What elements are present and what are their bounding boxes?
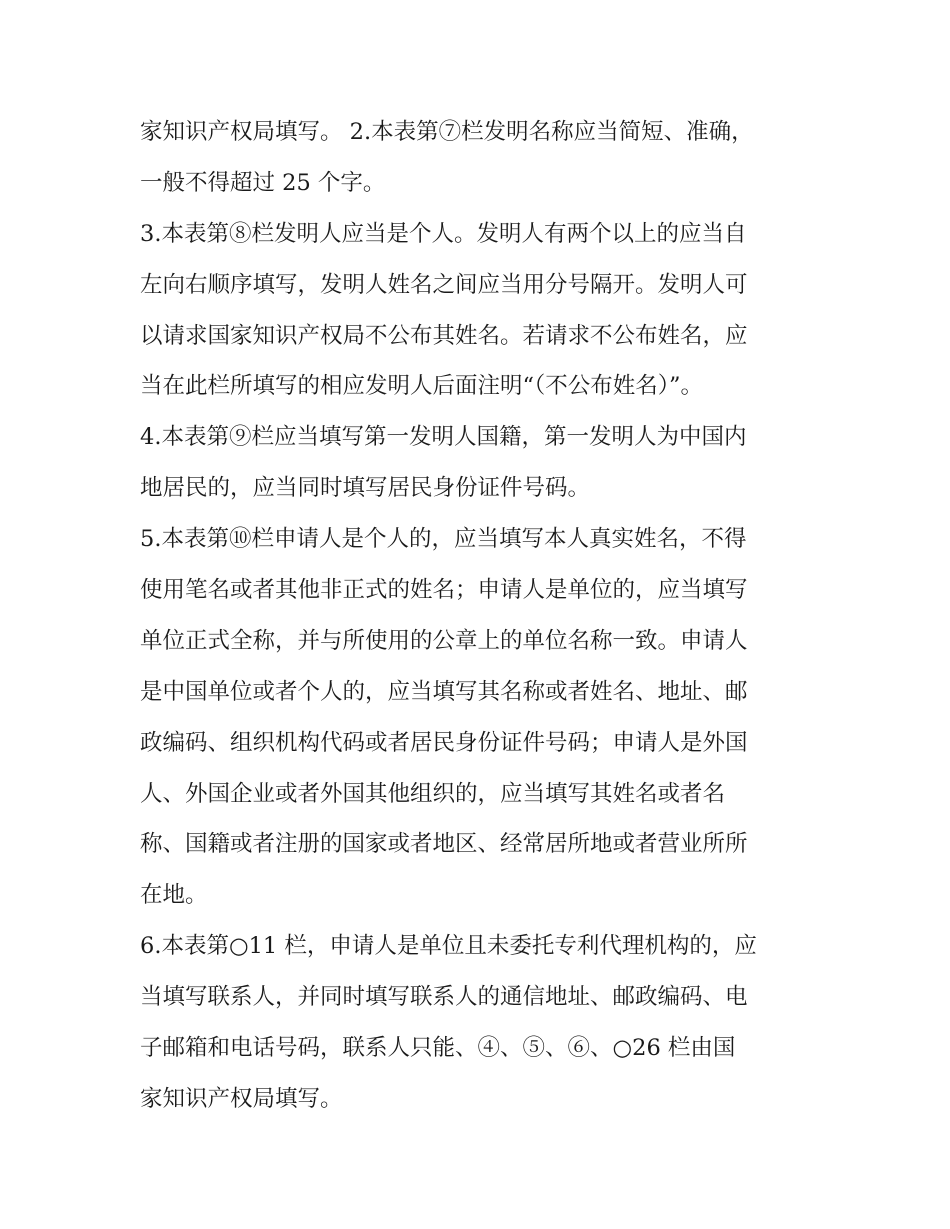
text-line: 家知识产权局填写。 2.本表第⑦栏发明名称应当简短、准确， <box>140 119 754 145</box>
document-body <box>140 107 820 1125</box>
text-line: 在地。 <box>140 882 208 909</box>
text-line: 一般不得超过 25 个字。 <box>140 169 386 196</box>
text-line: 左向右顺序填写，发明人姓名之间应当用分号隔开。发明人可 <box>140 271 748 298</box>
text-line: 以请求国家知识产权局不公布其姓名。若请求不公布姓名，应 <box>140 322 748 349</box>
text-line: 4.本表第⑨栏应当填写第一发明人国籍，第一发明人为中国内 <box>140 424 747 451</box>
text-line: 6.本表第○11 栏，申请人是单位且未委托专利代理机构的，应 <box>140 933 757 960</box>
text-line: 当填写联系人，并同时填写联系人的通信地址、邮政编码、电 <box>140 984 748 1011</box>
text-line: 当在此栏所填写的相应发明人后面注明“（不公布姓名）”。 <box>140 373 704 400</box>
text-line: 家知识产权局填写。 <box>140 1085 343 1112</box>
text-line: 人、外国企业或者外国其他组织的，应当填写其姓名或者名 <box>140 780 726 807</box>
text-line: 地居民的，应当同时填写居民身份证件号码。 <box>140 475 591 502</box>
text-line: 3.本表第⑧栏发明人应当是个人。发明人有两个以上的应当自 <box>140 220 747 247</box>
text-line: 使用笔名或者其他非正式的姓名；申请人是单位的，应当填写 <box>140 577 748 604</box>
text-line: 单位正式全称，并与所使用的公章上的单位名称一致。申请人 <box>140 627 748 654</box>
text-line: 政编码、组织机构代码或者居民身份证件号码；申请人是外国 <box>140 729 748 756</box>
text-line: 5.本表第⑩栏申请人是个人的，应当填写本人真实姓名，不得 <box>140 526 747 553</box>
text-line: 子邮箱和电话号码，联系人只能、④、⑤、⑥、○26 栏由国 <box>140 1035 736 1062</box>
text-line: 是中国单位或者个人的，应当填写其名称或者姓名、地址、邮 <box>140 678 748 705</box>
text-line: 称、国籍或者注册的国家或者地区、经常居所地或者营业所所 <box>140 831 748 858</box>
